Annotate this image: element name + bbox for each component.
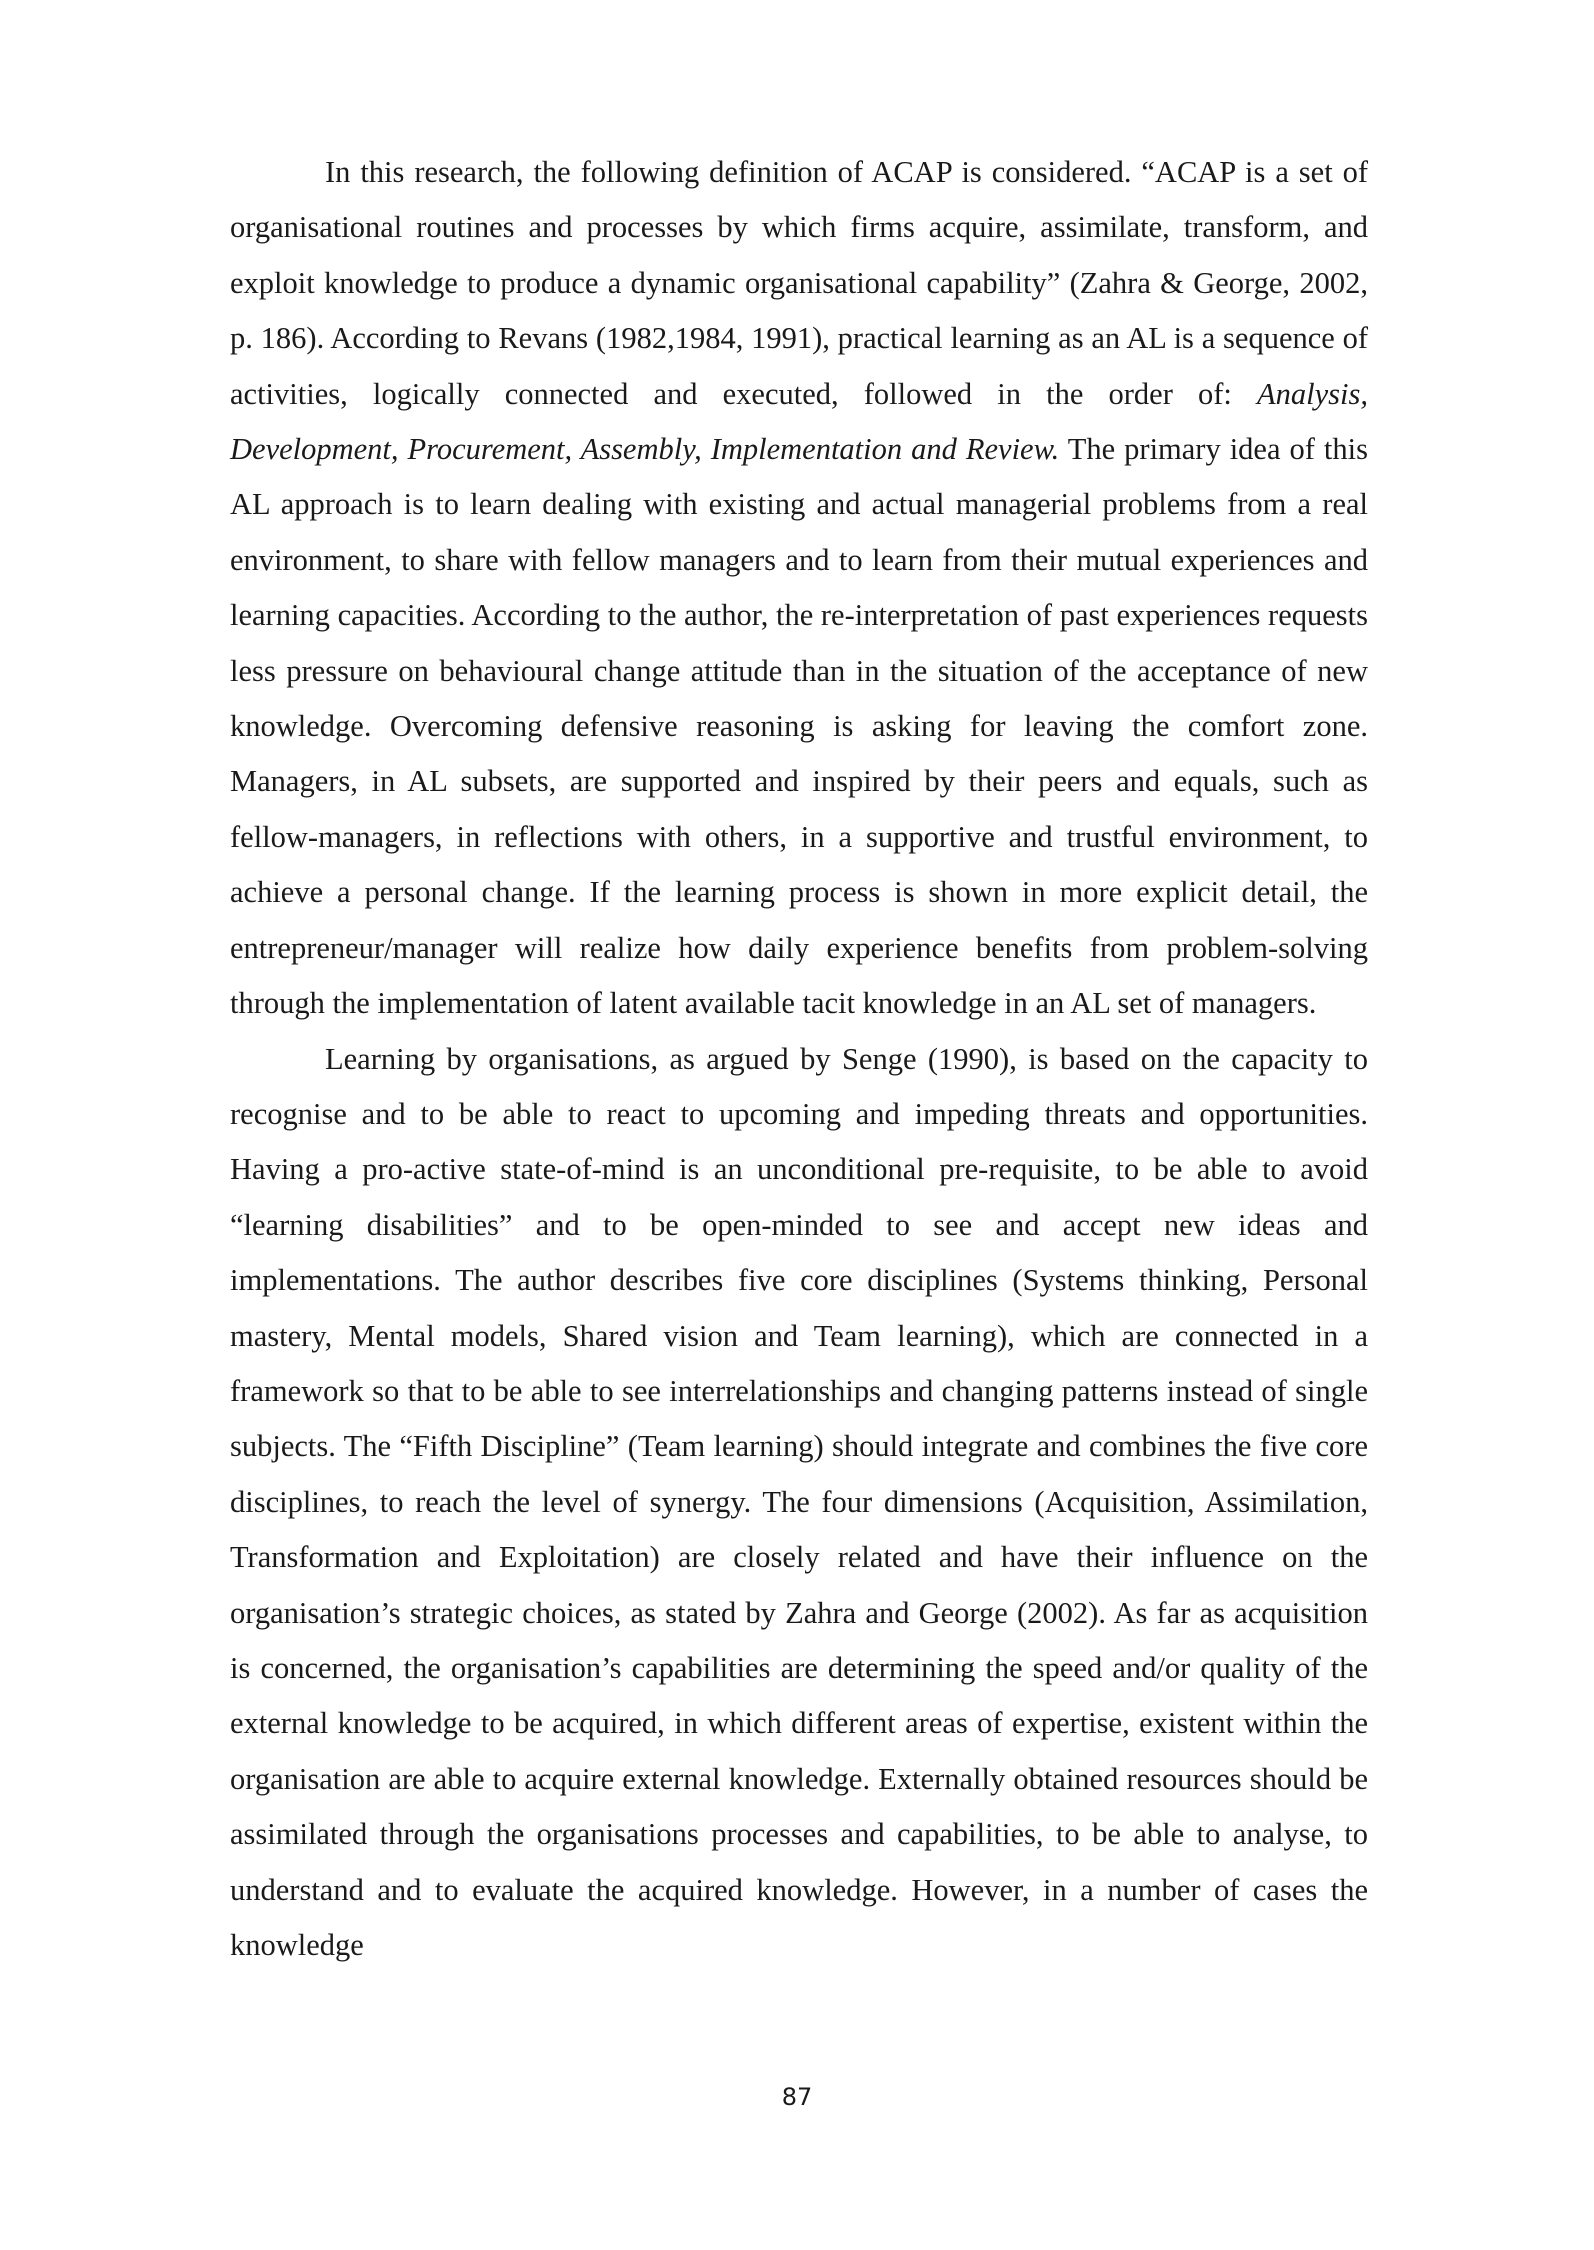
paragraph-acap-definition xyxy=(230,145,1368,1032)
body-text xyxy=(230,145,1368,1973)
paragraph-italic-text: Analysis, Development, Procurement, Assembly, Implementation and Review. xyxy=(230,376,1368,467)
paragraph-text: Learning by organisations, as argued by Senge (1990), is based on the capacity to recognise and to be able to react to upcoming and impeding threats and opportunities. Having a pro-active state-of-mind is an unconditional pre-requisite, to be able to avoid “learning disabilities” and to be open-minded to see and accept new ideas and implementations. The author describes five core disciplines (Systems thinking, Personal mastery, Mental models, Shared vision and Team learning), which are connected in a framework so that to be able to see interrelationships and changing patterns instead of single subjects. The “Fifth Discipline” (Team learning) should integrate and combines the five core disciplines, to reach the level of synergy. The four dimensions (Acquisition, Assimilation, Transformation and Exploitation) are closely related and have their influence on the organisation’s strategic choices, as stated by Zahra and George (2002). As far as acquisition is concerned, the organisation’s capabilities are determining the speed and/or quality of the external knowledge to be acquired, in which different areas of expertise, existent within the organisation are able to acquire external knowledge. Externally obtained resources should be assimilated through the organisations processes and capabilities, to be able to analyse, to understand and to evaluate the acquired knowledge. However, in a number of cases the knowledge xyxy=(230,1041,1368,1962)
paragraph-learning-organisations xyxy=(230,1032,1368,1974)
paragraph-text: In this research, the following definition of ACAP is considered. “ACAP is a set of organisational routines and processes by which firms acquire, assimilate, transform, and exploit knowledge to produce a dynamic organisational capability” (Zahra & George, 2002, p. 186). According to Revans (1982,1984, 1991), practical learning as an AL is a sequence of activities, logically connected and executed, followed in the order of: xyxy=(230,155,1368,411)
paragraph-text: The primary idea of this AL approach is to learn dealing with existing and actual managerial problems from a real environment, to share with fellow managers and to learn from their mutual experiences and learning capacities. According to the author, the re-interpretation of past experiences requests less pressure on behavioural change attitude than in the situation of the acceptance of new knowledge. Overcoming defensive reasoning is asking for leaving the comfort zone. Managers, in AL subsets, are supported and inspired by their peers and equals, such as fellow-managers, in reflections with others, in a supportive and trustful environment, to achieve a personal change. If the learning process is shown in more explicit detail, the entrepreneur/manager will realize how daily experience benefits from problem-solving through the implementation of latent available tacit knowledge in an AL set of managers. xyxy=(230,432,1368,1021)
page-number: 87 xyxy=(781,2083,813,2111)
